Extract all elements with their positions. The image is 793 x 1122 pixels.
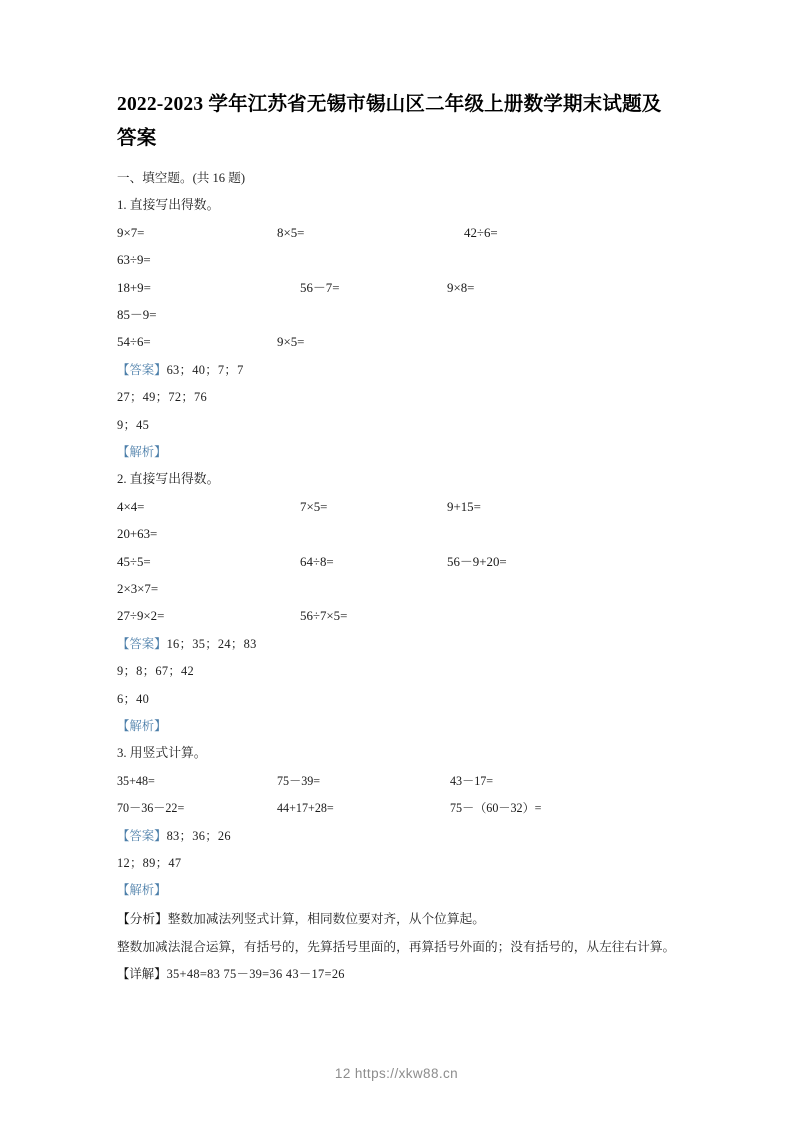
detail-text: 35+48=83 75－39=36 43－17=26	[166, 966, 345, 981]
problem-2-row-4	[117, 576, 677, 603]
expression: 45÷5=	[117, 554, 151, 569]
analysis-text: 整数加减法列竖式计算，相同数位要对齐，从个位算起。	[167, 911, 485, 926]
answer-values: 16；35；24；83	[166, 636, 257, 651]
problem-3-prompt: 3. 用竖式计算。	[117, 746, 207, 761]
problem-3-analysis-2: 整数加减法混合运算，有括号的，先算括号里面的，再算括号外面的；没有括号的，从左往右计算。	[117, 939, 676, 954]
expression: 54÷6=	[117, 335, 151, 350]
problem-3-answer-cont-1	[117, 850, 677, 877]
expression: 8×5=	[277, 225, 305, 240]
expression: 4×4=	[117, 499, 145, 514]
problem-2-answer-cont-1	[117, 658, 677, 685]
expression: 20+63=	[117, 527, 158, 542]
problem-1-answer	[117, 357, 677, 384]
expression: 9×7=	[117, 225, 145, 240]
problem-3-row-1	[117, 768, 677, 795]
expression: 9+15=	[447, 499, 481, 514]
expression: 9×5=	[277, 335, 305, 350]
expression: 27÷9×2=	[117, 609, 165, 624]
answer-values: 27；49；72；76	[117, 390, 208, 405]
expression: 75－（60－32）=	[450, 801, 542, 816]
footer-watermark: 12 https://xkw88.cn	[334, 1066, 459, 1081]
problem-2-analysis-label	[117, 713, 677, 740]
expression: 42÷6=	[464, 225, 498, 240]
problem-2-answer	[117, 631, 677, 658]
expression: 35+48=	[117, 773, 155, 788]
document-content	[117, 88, 677, 988]
expression: 7×5=	[300, 499, 328, 514]
expression: 9×8=	[447, 280, 475, 295]
expression: 44+17+28=	[277, 801, 334, 816]
problem-3-detail	[117, 961, 677, 988]
problem-3-analysis-1	[117, 905, 677, 933]
expression: 85－9=	[117, 307, 157, 322]
answer-label: 【答案】	[117, 362, 167, 377]
problem-3-row-2	[117, 795, 677, 822]
problem-1-row-1	[117, 220, 677, 247]
problem-2-row-3	[117, 549, 677, 576]
problem-2-prompt: 2. 直接写出得数。	[117, 472, 220, 487]
analysis-label: 【解析】	[117, 444, 167, 459]
detail-label: 【详解】	[117, 966, 167, 981]
answer-values: 9；45	[117, 417, 150, 432]
analysis-label: 【分析】	[117, 911, 168, 926]
problem-2-row-1	[117, 494, 677, 521]
answer-values: 83；36；26	[166, 828, 231, 843]
expression: 70－36－22=	[117, 801, 185, 816]
answer-values: 9；8；67；42	[117, 664, 195, 679]
expression: 56－7=	[300, 280, 340, 295]
answer-label: 【答案】	[117, 636, 167, 651]
analysis-label: 【解析】	[117, 883, 167, 898]
expression: 43－17=	[450, 773, 494, 788]
problem-1-prompt: 1. 直接写出得数。	[117, 198, 220, 213]
problem-1-row-5	[117, 329, 677, 356]
expression: 56÷7×5=	[300, 609, 348, 624]
problem-1-row-2	[117, 247, 677, 274]
problem-1-analysis-label	[117, 439, 677, 466]
answer-label: 【答案】	[117, 828, 167, 843]
expression: 63÷9=	[117, 253, 151, 268]
expression: 75－39=	[277, 773, 321, 788]
answer-values: 63；40；7；7	[166, 362, 244, 377]
problem-2-row-5	[117, 603, 677, 630]
problem-2-answer-cont-2	[117, 686, 677, 713]
problem-3-answer	[117, 823, 677, 850]
expression: 2×3×7=	[117, 581, 159, 596]
page-title: 2022-2023 学年江苏省无锡市锡山区二年级上册数学期末试题及答案	[117, 94, 662, 149]
problem-1-row-4	[117, 302, 677, 329]
problem-2-row-2	[117, 521, 677, 548]
analysis-label: 【解析】	[117, 718, 167, 733]
problem-1-answer-cont-1	[117, 384, 677, 411]
expression: 64÷8=	[300, 554, 334, 569]
answer-values: 6；40	[117, 691, 150, 706]
problem-1-answer-cont-2	[117, 412, 677, 439]
section-heading: 一、填空题。(共 16 题)	[117, 171, 246, 185]
problem-1-row-3	[117, 275, 677, 302]
answer-values: 12；89；47	[117, 855, 182, 870]
expression: 18+9=	[117, 280, 151, 295]
problem-3-analysis-label	[117, 877, 677, 904]
expression: 56－9+20=	[447, 554, 507, 569]
